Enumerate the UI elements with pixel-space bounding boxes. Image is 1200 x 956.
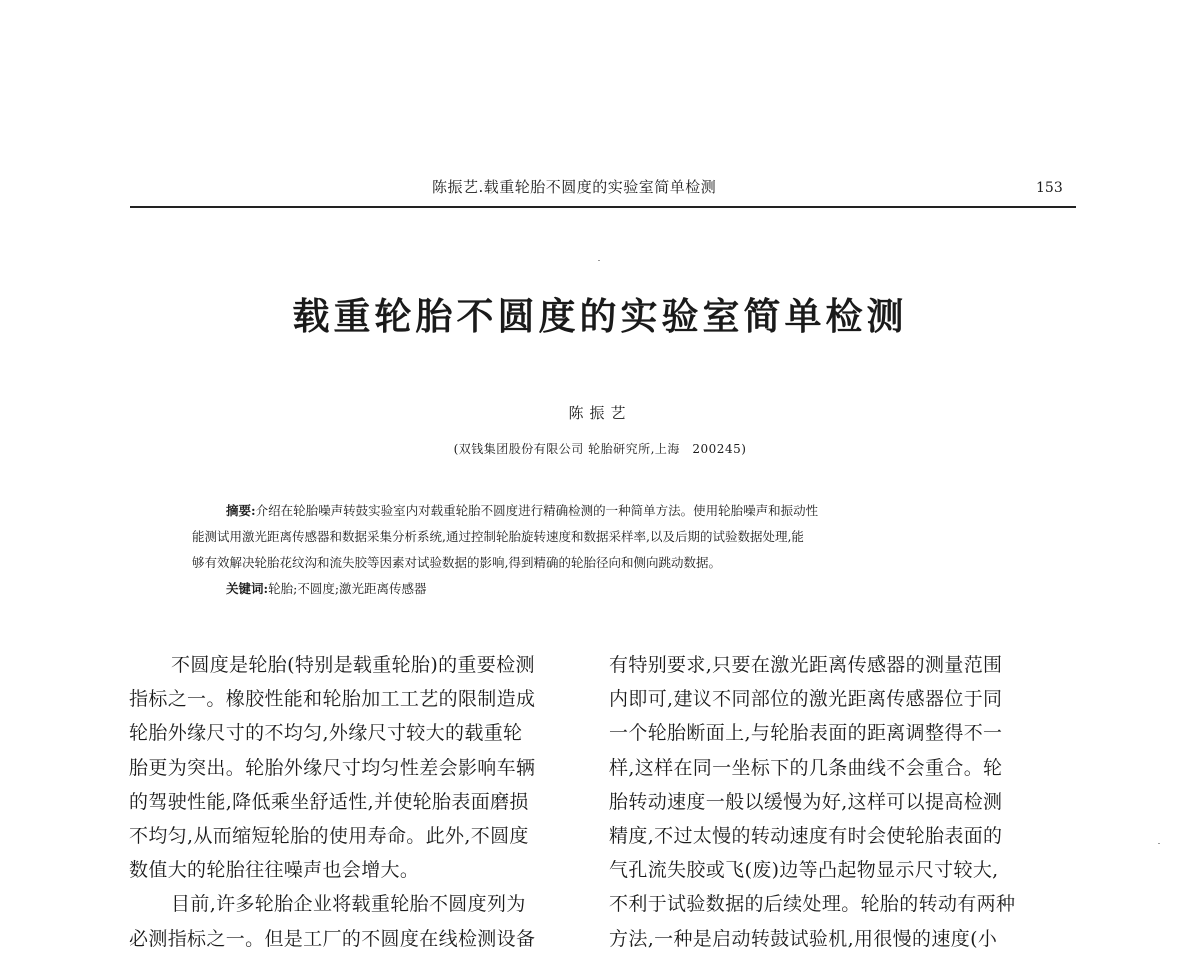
header-rule [130,206,1076,208]
body-line: 目前,许多轮胎企业将载重轮胎不圆度列为 [171,893,526,916]
body-line: 精度,不过太慢的转动速度有时会使轮胎表面的 [609,824,1003,847]
abstract-line: 够有效解决轮胎花纹沟和流失胶等因素对试验数据的影响,得到精确的轮胎径向和侧向跳动数据。 [192,555,721,570]
scan-speck [598,260,600,261]
body-line: 指标之一。橡胶性能和轮胎加工工艺的限制造成 [129,688,536,711]
body-line: 轮胎外缘尺寸的不均匀,外缘尺寸较大的载重轮 [129,722,523,745]
body-column-left [129,648,594,956]
page-number: 153 [1036,180,1063,196]
keywords-line [192,576,1022,602]
body-line: 胎转动速度一般以缓慢为好,这样可以提高检测 [609,790,1003,813]
abstract-block [192,498,1022,602]
abstract-line: 能测试用激光距离传感器和数据采集分析系统,通过控制轮胎旋转速度和数据采样率,以及后期的试验数据处理,能 [192,529,804,544]
body-line: 的驾驶性能,降低乘坐舒适性,并使轮胎表面磨损 [129,790,529,813]
abstract-label: 摘要: [226,503,256,518]
body-line: 数值大的轮胎往往噪声也会增大。 [129,859,420,882]
body-line: 必测指标之一。但是工厂的不圆度在线检测设备 [129,927,536,950]
author-name: 陈振艺 [568,404,632,422]
body-column-right [609,648,1074,956]
keywords-label: 关键词: [226,581,269,596]
body-line: 不均匀,从而缩短轮胎的使用寿命。此外,不圆度 [129,824,529,847]
body-line: 方法,一种是启动转鼓试验机,用很慢的速度(小 [609,927,998,950]
running-title: 陈振艺.载重轮胎不圆度的实验室简单检测 [432,178,717,196]
body-line: 不圆度是轮胎(特别是载重轮胎)的重要检测 [171,654,535,676]
body-line: 气孔流失胶或飞(废)边等凸起物显示尺寸较大, [609,859,999,882]
body-line: 胎更为突出。轮胎外缘尺寸均匀性差会影响车辆 [129,756,536,779]
author-affiliation: (双钱集团股份有限公司 轮胎研究所,上海 200245) [453,442,747,456]
body-line: 有特别要求,只要在激光距离传感器的测量范围 [609,654,1003,676]
keywords-text: 轮胎;不圆度;激光距离传感器 [268,581,427,596]
body-line: 样,这样在同一坐标下的几条曲线不会重合。轮 [609,756,1003,779]
running-head [0,176,1200,198]
article-title: 载重轮胎不圆度的实验室简单检测 [292,295,908,338]
body-line: 内即可,建议不同部位的激光距离传感器位于同 [609,688,1003,711]
body-line: 一个轮胎断面上,与轮胎表面的距离调整得不一 [609,722,1003,745]
abstract-text: 介绍在轮胎噪声转鼓实验室内对载重轮胎不圆度进行精确检测的一种简单方法。使用轮胎噪声和振动性 [255,503,819,518]
scan-speck [1158,843,1160,844]
body-line: 不利于试验数据的后续处理。轮胎的转动有两种 [609,893,1016,916]
abstract-line [192,498,1022,524]
